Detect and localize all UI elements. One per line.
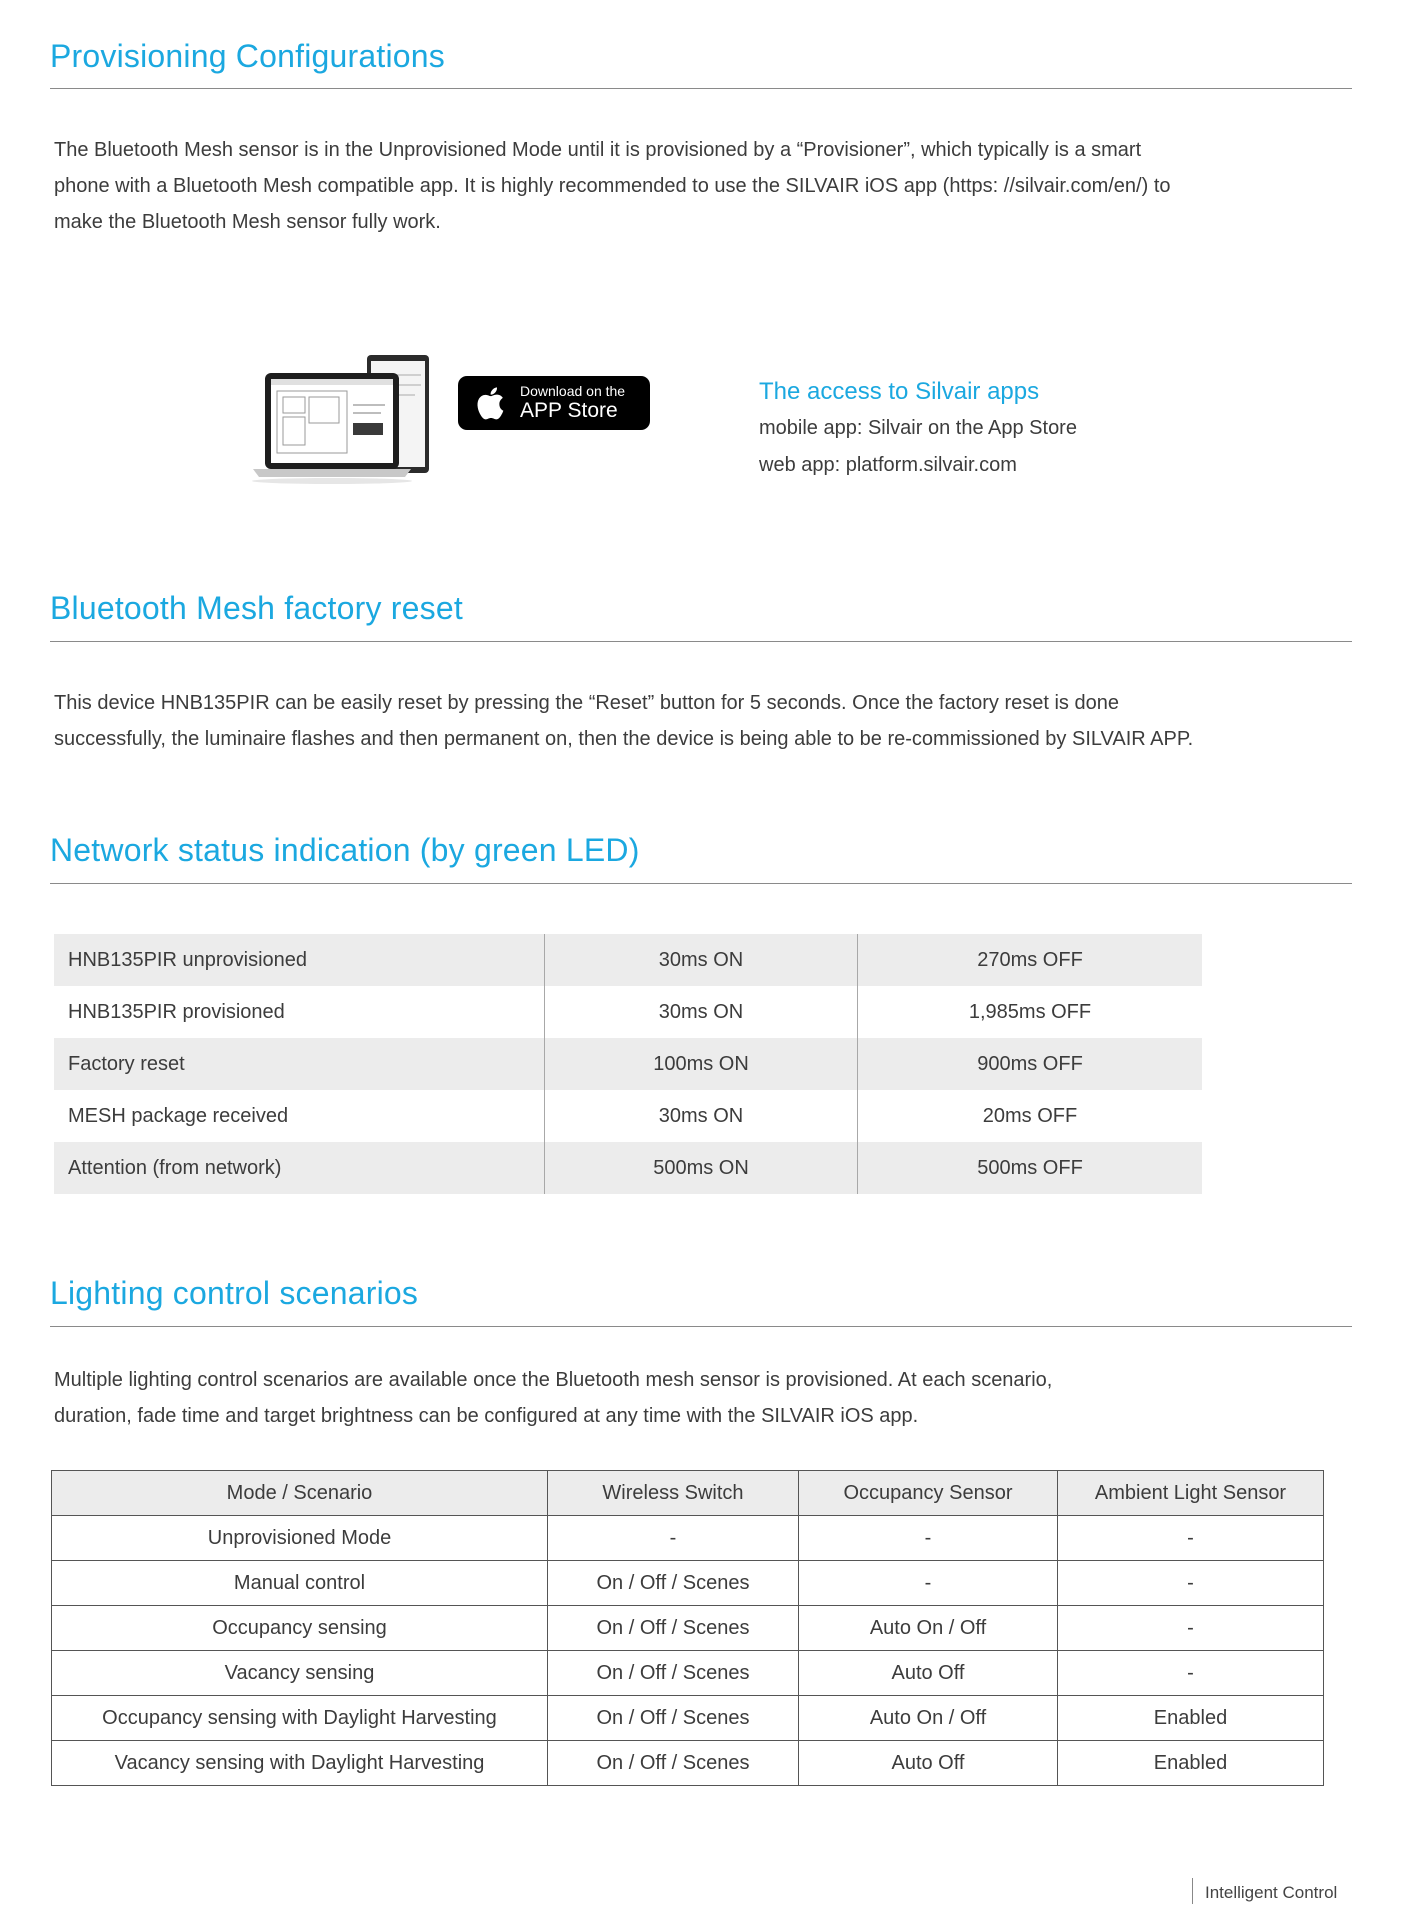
table-cell: Auto Off (799, 1651, 1058, 1696)
provisioning-paragraph (54, 132, 1171, 240)
table-cell: - (799, 1516, 1058, 1561)
table-cell: Occupancy sensing with Daylight Harvesting (52, 1696, 548, 1741)
paragraph-line: duration, fade time and target brightness can be configured at any time with the SILVAIR iOS app. (54, 1405, 919, 1427)
paragraph-line: phone with a Bluetooth Mesh compatible app. It is highly recommended to use the SILVAIR iOS app (https: //silvair.com/en/) to (54, 175, 1171, 197)
table-cell: - (548, 1516, 799, 1561)
table-cell: - (1058, 1651, 1324, 1696)
app-store-big-text: APP Store (520, 399, 618, 423)
table-cell: Enabled (1058, 1696, 1324, 1741)
led-on-time: 100ms ON (544, 1038, 857, 1090)
led-state: MESH package received (68, 1104, 289, 1127)
mobile-app-info: mobile app: Silvair on the App Store (759, 417, 1077, 439)
table-row (54, 1090, 1202, 1142)
led-on-time: 30ms ON (544, 934, 857, 986)
led-state: HNB135PIR provisioned (68, 1000, 285, 1023)
scenario-table (51, 1470, 1324, 1786)
table-row (52, 1561, 1324, 1606)
column-header: Occupancy Sensor (799, 1471, 1058, 1516)
laptop-illustration (225, 355, 430, 485)
table-row (54, 986, 1202, 1038)
paragraph-line: Multiple lighting control scenarios are available once the Bluetooth mesh sensor is provisioned. At each scenario, (54, 1369, 1053, 1391)
led-state: Factory reset (68, 1052, 185, 1075)
table-row (54, 1038, 1202, 1090)
led-on-time: 30ms ON (544, 986, 857, 1038)
table-cell: Auto On / Off (799, 1606, 1058, 1651)
divider (50, 883, 1352, 884)
table-cell: Manual control (52, 1561, 548, 1606)
table-cell: On / Off / Scenes (548, 1741, 799, 1786)
app-store-button[interactable] (458, 376, 650, 430)
divider (50, 641, 1352, 642)
table-cell: Auto Off (799, 1741, 1058, 1786)
silvair-access-block (759, 378, 1077, 484)
table-cell: On / Off / Scenes (548, 1651, 799, 1696)
divider (50, 1326, 1352, 1327)
network-title: Network status indication (by green LED) (50, 832, 640, 868)
table-cell: Enabled (1058, 1741, 1324, 1786)
table-row (52, 1606, 1324, 1651)
table-cell: Occupancy sensing (52, 1606, 548, 1651)
lighting-paragraph (54, 1362, 1052, 1434)
table-cell: On / Off / Scenes (548, 1561, 799, 1606)
table-header-row (52, 1471, 1324, 1516)
led-state: Attention (from network) (68, 1156, 282, 1179)
lighting-title: Lighting control scenarios (50, 1275, 419, 1311)
led-off-time: 500ms OFF (857, 1142, 1202, 1194)
reset-paragraph (54, 685, 1193, 757)
table-cell: - (799, 1561, 1058, 1606)
paragraph-line: The Bluetooth Mesh sensor is in the Unprovisioned Mode until it is provisioned by a “Provisioner”, which typically is a smart (54, 139, 1142, 161)
led-off-time: 900ms OFF (857, 1038, 1202, 1090)
web-app-info: web app: platform.silvair.com (759, 454, 1017, 476)
table-cell: On / Off / Scenes (548, 1696, 799, 1741)
table-row (52, 1516, 1324, 1561)
column-header: Wireless Switch (548, 1471, 799, 1516)
led-on-time: 30ms ON (544, 1090, 857, 1142)
table-cell: - (1058, 1561, 1324, 1606)
table-cell: - (1058, 1606, 1324, 1651)
table-row (54, 934, 1202, 986)
led-off-time: 20ms OFF (857, 1090, 1202, 1142)
table-row (52, 1741, 1324, 1786)
column-header: Mode / Scenario (52, 1471, 548, 1516)
led-off-time: 270ms OFF (857, 934, 1202, 986)
paragraph-line: This device HNB135PIR can be easily reset by pressing the “Reset” button for 5 seconds. Once the factory reset is done (54, 692, 1119, 714)
reset-title: Bluetooth Mesh factory reset (50, 590, 463, 626)
app-store-small-text: Download on the (520, 382, 626, 399)
table-row (54, 1142, 1202, 1194)
provisioning-title: Provisioning Configurations (50, 38, 445, 74)
paragraph-line: successfully, the luminaire flashes and then permanent on, then the device is being able to be re-commissioned by SILVAIR APP. (54, 728, 1194, 750)
led-state: HNB135PIR unprovisioned (68, 948, 308, 971)
table-cell: On / Off / Scenes (548, 1606, 799, 1651)
table-cell: Auto On / Off (799, 1696, 1058, 1741)
table-row (52, 1696, 1324, 1741)
divider (50, 88, 1352, 89)
led-on-time: 500ms ON (544, 1142, 857, 1194)
table-cell: - (1058, 1516, 1324, 1561)
table-cell: Vacancy sensing with Daylight Harvesting (52, 1741, 548, 1786)
table-row (52, 1651, 1324, 1696)
paragraph-line: make the Bluetooth Mesh sensor fully work. (54, 211, 441, 233)
access-title: The access to Silvair apps (759, 378, 1040, 405)
column-header: Ambient Light Sensor (1058, 1471, 1324, 1516)
table-cell: Unprovisioned Mode (52, 1516, 548, 1561)
table-cell: Vacancy sensing (52, 1651, 548, 1696)
apple-icon (472, 383, 512, 423)
led-off-time: 1,985ms OFF (857, 986, 1202, 1038)
led-status-table (54, 934, 1202, 1194)
footer-label: Intelligent Control (1192, 1878, 1337, 1904)
